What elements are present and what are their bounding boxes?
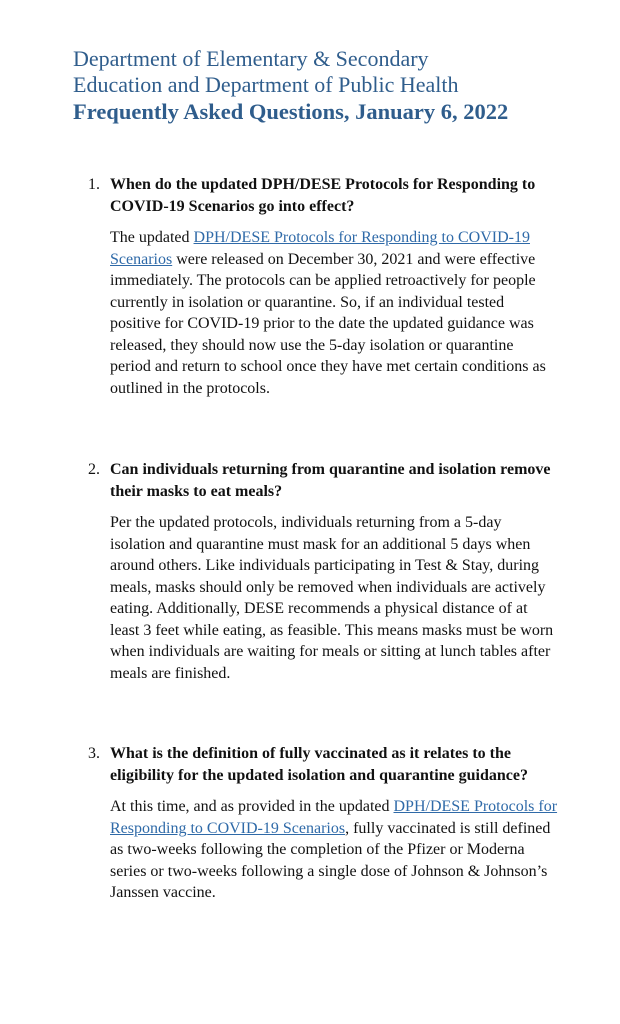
faq-answer-1 [88,227,558,399]
faq-question-3 [88,743,558,786]
faq-question-text-1: When do the updated DPH/DESE Protocols for Responding to COVID-19 Scenarios go into effect? [110,176,536,215]
document-header [73,46,603,126]
header-line-2: Education and Department of Public Health [73,72,459,97]
faq-number-3: 3. [88,745,100,762]
faq-answer-3-after: , fully vaccinated is still defined as two-weeks following the completion of the Pfizer or Moderna series or two-weeks following a single dose of Johnson & Johnson’s Janssen vaccine. [110,819,551,901]
faq-answer-1-after: were released on December 30, 2021 and were effective immediately. The protocols can be applied retroactively for people currently in isolation or quarantine. So, if an individual tested positive for COVID-19 prior to the date the updated guidance was released, they should now use the 5-day isolation or quarantine period and return to school once they have met certain conditions as outlined in the protocols. [110,250,546,397]
faq-item-3 [88,743,558,904]
faq-answer-1-before: The updated [110,229,194,246]
protocols-link-2[interactable]: DPH/DESE Protocols for Responding to COVID-19 Scenarios [110,798,558,837]
protocols-link-1[interactable]: DPH/DESE Protocols for Responding to COVID-19 Scenarios [110,229,530,268]
faq-number-1: 1. [88,176,100,193]
page-title: Frequently Asked Questions, January 6, 2022 [73,99,509,124]
faq-item-1 [88,174,558,399]
faq-answer-3 [88,796,558,904]
faq-question-text-3: What is the definition of fully vaccinated as it relates to the eligibility for the updated isolation and quarantine guidance? [110,745,528,784]
faq-number-2: 2. [88,461,100,478]
faq-question-2 [88,459,558,502]
faq-question-1 [88,174,558,217]
header-line-1: Department of Elementary & Secondary [73,46,429,71]
faq-question-text-2: Can individuals returning from quarantine and isolation remove their masks to eat meals? [110,461,551,500]
faq-item-2 [88,459,558,684]
faq-answer-3-before: At this time, and as provided in the updated [110,798,394,815]
faq-answer-2: Per the updated protocols, individuals returning from a 5-day isolation and quarantine must mask for an additional 5 days when around others. Like individuals participating in Test & Stay, during meals, masks should only be removed when individuals are actively eating. Additionally, DESE recommends a physical distance of at least 3 feet while eating, as feasible. This means masks must be worn when individuals are waiting for meals or sitting at lunch tables after meals are finished. [110,514,554,682]
